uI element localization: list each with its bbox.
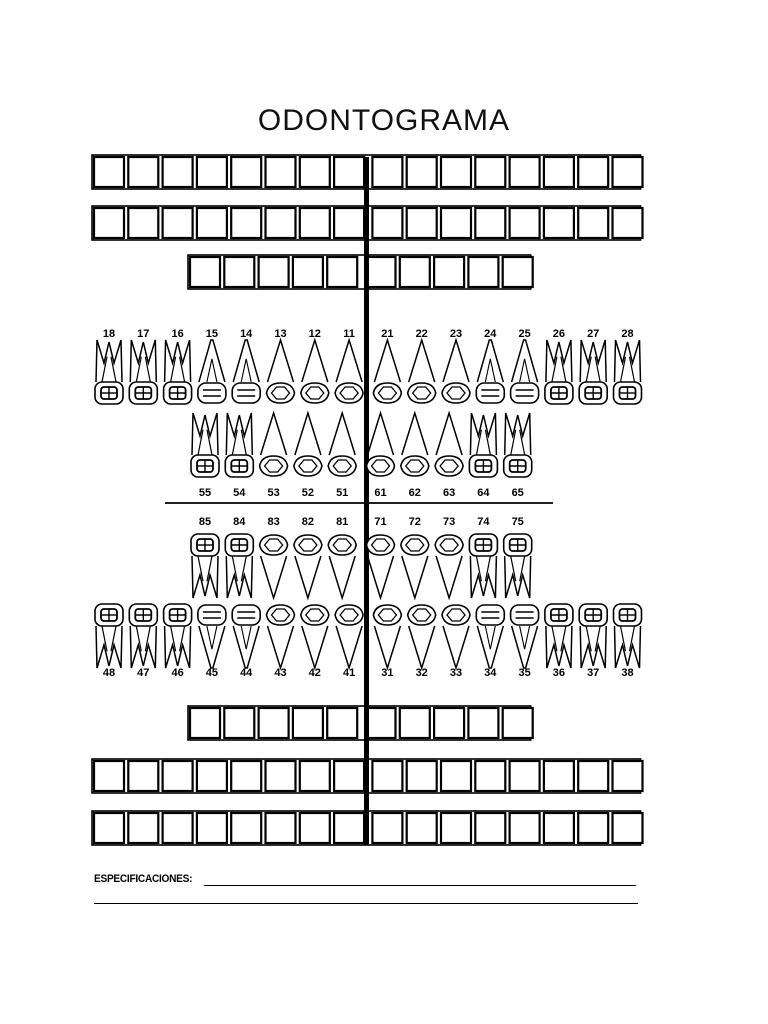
annotation-box[interactable] <box>400 708 430 738</box>
annotation-box[interactable] <box>613 157 643 187</box>
tooth-root <box>226 556 252 598</box>
tooth-14[interactable] <box>232 328 260 403</box>
tooth-number: 43 <box>274 667 287 679</box>
tooth-number: 17 <box>137 328 150 340</box>
tooth-root <box>329 413 355 455</box>
annotation-box[interactable] <box>94 813 124 843</box>
tooth-root <box>374 626 400 668</box>
annotation-box[interactable] <box>510 208 540 238</box>
tooth-85[interactable] <box>191 516 219 598</box>
tooth-number: 46 <box>171 667 184 679</box>
annotation-box[interactable] <box>259 708 289 738</box>
annotation-box[interactable] <box>266 157 296 187</box>
tooth-11[interactable] <box>335 328 363 403</box>
tooth-root <box>329 556 355 598</box>
tooth-number: 65 <box>511 487 524 499</box>
tooth-root <box>402 556 428 598</box>
tooth-number: 11 <box>343 328 355 340</box>
annotation-box[interactable] <box>434 708 464 738</box>
tooth-number: 73 <box>442 516 456 528</box>
annotation-box[interactable] <box>128 208 158 238</box>
specifications-label: ESPECIFICACIONES: <box>94 873 193 885</box>
tooth-number: 54 <box>233 487 246 499</box>
tooth-number: 64 <box>477 487 490 499</box>
tooth-13[interactable] <box>267 328 295 403</box>
tooth-number: 41 <box>342 667 356 679</box>
tooth-48[interactable] <box>95 604 123 679</box>
tooth-64[interactable] <box>469 413 497 499</box>
annotation-box[interactable] <box>475 157 505 187</box>
tooth-17[interactable] <box>129 328 157 404</box>
tooth-33[interactable] <box>442 605 470 679</box>
annotation-box[interactable] <box>434 257 464 287</box>
tooth-16[interactable] <box>164 328 192 404</box>
tooth-55[interactable] <box>191 413 219 499</box>
tooth-number: 47 <box>137 667 150 679</box>
annotation-box[interactable] <box>578 208 608 238</box>
tooth-number: 25 <box>518 328 531 340</box>
tooth-number: 48 <box>102 667 116 679</box>
tooth-44[interactable] <box>232 605 260 679</box>
tooth-22[interactable] <box>408 328 436 403</box>
annotation-box[interactable] <box>334 157 364 187</box>
annotation-box[interactable] <box>300 761 330 791</box>
annotation-box[interactable] <box>334 208 364 238</box>
annotation-box[interactable] <box>224 708 254 738</box>
tooth-root <box>130 340 156 382</box>
tooth-26[interactable] <box>545 328 573 404</box>
tooth-root <box>165 626 191 668</box>
tooth-root <box>295 413 321 455</box>
tooth-number: 27 <box>587 328 600 340</box>
tooth-45[interactable] <box>198 605 226 679</box>
tooth-crown <box>511 383 539 403</box>
tooth-35[interactable] <box>511 605 539 679</box>
tooth-number: 24 <box>484 328 497 340</box>
annotation-box[interactable] <box>372 157 402 187</box>
tooth-number: 14 <box>240 328 253 340</box>
tooth-root <box>615 340 641 382</box>
tooth-15[interactable] <box>198 328 226 403</box>
tooth-52[interactable] <box>294 413 322 499</box>
tooth-number: 84 <box>233 516 246 528</box>
tooth-number: 37 <box>587 667 600 679</box>
tooth-72[interactable] <box>401 516 429 598</box>
annotation-box[interactable] <box>293 708 323 738</box>
tooth-crown <box>511 605 539 625</box>
annotation-box[interactable] <box>231 208 261 238</box>
tooth-crown <box>232 605 260 625</box>
tooth-36[interactable] <box>545 604 573 679</box>
annotation-box[interactable] <box>366 708 396 738</box>
annotation-box[interactable] <box>372 813 402 843</box>
specifications-line-2[interactable] <box>94 903 638 904</box>
annotation-box[interactable] <box>407 761 437 791</box>
tooth-root <box>261 556 287 598</box>
tooth-12[interactable] <box>301 328 329 403</box>
tooth-root <box>505 556 531 598</box>
tooth-root <box>443 626 469 668</box>
tooth-number: 61 <box>374 487 387 499</box>
tooth-number: 71 <box>374 516 387 528</box>
annotation-box[interactable] <box>231 813 261 843</box>
annotation-box[interactable] <box>366 257 396 287</box>
tooth-27[interactable] <box>579 328 607 404</box>
tooth-root <box>436 413 462 455</box>
annotation-box[interactable] <box>510 761 540 791</box>
annotation-box[interactable] <box>441 761 471 791</box>
annotation-box[interactable] <box>94 208 124 238</box>
annotation-box[interactable] <box>613 761 643 791</box>
annotation-box[interactable] <box>300 813 330 843</box>
tooth-81[interactable] <box>328 516 356 598</box>
annotation-box[interactable] <box>128 813 158 843</box>
tooth-83[interactable] <box>260 516 288 598</box>
tooth-root <box>268 340 294 382</box>
annotation-box[interactable] <box>544 813 574 843</box>
tooth-75[interactable] <box>504 516 532 598</box>
tooth-number: 63 <box>442 487 456 499</box>
tooth-number: 21 <box>381 328 394 340</box>
tooth-number: 55 <box>198 487 212 499</box>
tooth-number: 35 <box>518 667 531 679</box>
tooth-root <box>580 626 606 668</box>
tooth-crown <box>476 383 504 403</box>
annotation-box[interactable] <box>578 761 608 791</box>
annotation-box[interactable] <box>475 761 505 791</box>
annotation-box[interactable] <box>334 761 364 791</box>
tooth-54[interactable] <box>225 413 253 499</box>
tooth-crown <box>198 383 226 403</box>
tooth-root <box>436 556 462 598</box>
tooth-41[interactable] <box>335 605 363 679</box>
annotation-box[interactable] <box>293 257 323 287</box>
tooth-number: 34 <box>484 667 497 679</box>
annotation-box[interactable] <box>94 157 124 187</box>
tooth-number: 82 <box>301 516 315 528</box>
tooth-24[interactable] <box>476 328 504 403</box>
annotation-box[interactable] <box>197 157 227 187</box>
tooth-root <box>374 340 400 382</box>
annotation-box[interactable] <box>163 761 193 791</box>
tooth-53[interactable] <box>260 413 288 499</box>
tooth-number: 45 <box>205 667 219 679</box>
tooth-number: 36 <box>552 667 566 679</box>
tooth-root <box>226 413 252 455</box>
tooth-42[interactable] <box>301 605 329 679</box>
annotation-box[interactable] <box>231 761 261 791</box>
annotation-box[interactable] <box>407 208 437 238</box>
tooth-root <box>409 626 435 668</box>
tooth-root <box>546 340 572 382</box>
tooth-root <box>443 340 469 382</box>
tooth-crown <box>476 605 504 625</box>
annotation-box[interactable] <box>197 208 227 238</box>
tooth-73[interactable] <box>435 516 463 598</box>
annotation-box[interactable] <box>544 157 574 187</box>
annotation-box[interactable] <box>613 813 643 843</box>
annotation-box[interactable] <box>441 157 471 187</box>
tooth-number: 53 <box>267 487 280 499</box>
midline <box>364 157 369 845</box>
tooth-number: 16 <box>171 328 184 340</box>
annotation-box[interactable] <box>190 257 220 287</box>
tooth-82[interactable] <box>294 516 322 598</box>
tooth-37[interactable] <box>579 604 607 679</box>
annotation-box[interactable] <box>266 761 296 791</box>
tooth-number: 72 <box>408 516 421 528</box>
annotation-box[interactable] <box>400 257 430 287</box>
tooth-root <box>96 340 122 382</box>
annotation-box[interactable] <box>266 208 296 238</box>
tooth-number: 12 <box>308 328 321 340</box>
annotation-box[interactable] <box>503 708 533 738</box>
annotation-box[interactable] <box>544 208 574 238</box>
upper-primary-box-row <box>188 255 533 289</box>
tooth-crown <box>198 605 226 625</box>
annotation-box[interactable] <box>578 157 608 187</box>
tooth-root <box>302 340 328 382</box>
tooth-61[interactable] <box>367 413 395 499</box>
annotation-box[interactable] <box>266 813 296 843</box>
tooth-65[interactable] <box>504 413 532 499</box>
tooth-root <box>192 413 218 455</box>
tooth-84[interactable] <box>225 516 253 598</box>
tooth-crown <box>232 383 260 403</box>
tooth-number: 23 <box>449 328 463 340</box>
tooth-root <box>192 556 218 598</box>
annotation-box[interactable] <box>300 208 330 238</box>
annotation-box[interactable] <box>197 813 227 843</box>
tooth-21[interactable] <box>373 328 401 403</box>
tooth-root <box>409 340 435 382</box>
page-title: ODONTOGRAMA <box>257 104 511 137</box>
tooth-46[interactable] <box>164 604 192 679</box>
tooth-root <box>368 413 394 455</box>
tooth-number: 85 <box>198 516 212 528</box>
annotation-box[interactable] <box>372 208 402 238</box>
tooth-root <box>615 626 641 668</box>
tooth-root <box>470 413 496 455</box>
annotation-box[interactable] <box>613 208 643 238</box>
annotation-box[interactable] <box>128 157 158 187</box>
tooth-number: 83 <box>267 516 280 528</box>
tooth-number: 42 <box>308 667 321 679</box>
annotation-box[interactable] <box>407 157 437 187</box>
tooth-root <box>261 413 287 455</box>
tooth-root <box>470 556 496 598</box>
specifications-line-1[interactable] <box>204 885 636 886</box>
annotation-box[interactable] <box>300 157 330 187</box>
tooth-root <box>130 626 156 668</box>
tooth-number: 22 <box>415 328 428 340</box>
tooth-number: 75 <box>511 516 524 528</box>
tooth-number: 15 <box>205 328 219 340</box>
tooth-number: 13 <box>274 328 287 340</box>
annotation-box[interactable] <box>128 761 158 791</box>
annotation-box[interactable] <box>231 157 261 187</box>
annotation-box[interactable] <box>544 761 574 791</box>
annotation-box[interactable] <box>259 257 289 287</box>
annotation-box[interactable] <box>163 813 193 843</box>
tooth-root <box>96 626 122 668</box>
annotation-box[interactable] <box>468 257 498 287</box>
tooth-23[interactable] <box>442 328 470 403</box>
annotation-box[interactable] <box>163 157 193 187</box>
tooth-number: 18 <box>102 328 116 340</box>
tooth-25[interactable] <box>511 328 539 403</box>
tooth-71[interactable] <box>367 516 395 598</box>
tooth-number: 44 <box>240 667 253 679</box>
tooth-number: 38 <box>621 667 634 679</box>
tooth-number: 32 <box>415 667 428 679</box>
tooth-root <box>402 413 428 455</box>
annotation-box[interactable] <box>475 813 505 843</box>
annotation-box[interactable] <box>163 208 193 238</box>
tooth-root <box>505 413 531 455</box>
annotation-box[interactable] <box>334 813 364 843</box>
annotation-box[interactable] <box>327 708 357 738</box>
tooth-number: 51 <box>336 487 349 499</box>
tooth-root <box>336 626 362 668</box>
annotation-box[interactable] <box>197 761 227 791</box>
tooth-number: 81 <box>336 516 349 528</box>
tooth-74[interactable] <box>469 516 497 598</box>
tooth-root <box>580 340 606 382</box>
tooth-43[interactable] <box>267 605 295 679</box>
annotation-box[interactable] <box>190 708 220 738</box>
tooth-number: 28 <box>621 328 634 340</box>
tooth-28[interactable] <box>614 328 642 404</box>
lower-primary-teeth <box>191 516 532 598</box>
annotation-box[interactable] <box>510 813 540 843</box>
annotation-box[interactable] <box>94 761 124 791</box>
annotation-box[interactable] <box>441 813 471 843</box>
tooth-34[interactable] <box>476 605 504 679</box>
tooth-number: 74 <box>477 516 490 528</box>
tooth-38[interactable] <box>614 604 642 679</box>
annotation-box[interactable] <box>475 208 505 238</box>
tooth-root <box>295 556 321 598</box>
tooth-31[interactable] <box>373 605 401 679</box>
tooth-number: 31 <box>381 667 394 679</box>
tooth-51[interactable] <box>328 413 356 499</box>
annotation-box[interactable] <box>441 208 471 238</box>
annotation-box[interactable] <box>578 813 608 843</box>
tooth-root <box>336 340 362 382</box>
tooth-root <box>546 626 572 668</box>
tooth-root <box>302 626 328 668</box>
lower-primary-box-row <box>188 706 533 740</box>
tooth-number: 52 <box>301 487 315 499</box>
annotation-box[interactable] <box>372 761 402 791</box>
annotation-box[interactable] <box>503 257 533 287</box>
tooth-number: 62 <box>408 487 421 499</box>
tooth-root <box>165 340 191 382</box>
tooth-number: 26 <box>552 328 566 340</box>
annotation-box[interactable] <box>468 708 498 738</box>
annotation-box[interactable] <box>510 157 540 187</box>
tooth-18[interactable] <box>95 328 123 404</box>
upper-primary-teeth <box>191 413 532 499</box>
annotation-box[interactable] <box>327 257 357 287</box>
annotation-box[interactable] <box>407 813 437 843</box>
annotation-box[interactable] <box>224 257 254 287</box>
tooth-47[interactable] <box>129 604 157 679</box>
tooth-62[interactable] <box>401 413 429 499</box>
tooth-root <box>268 626 294 668</box>
tooth-32[interactable] <box>408 605 436 679</box>
tooth-number: 33 <box>449 667 463 679</box>
tooth-63[interactable] <box>435 413 463 499</box>
tooth-root <box>368 556 394 598</box>
